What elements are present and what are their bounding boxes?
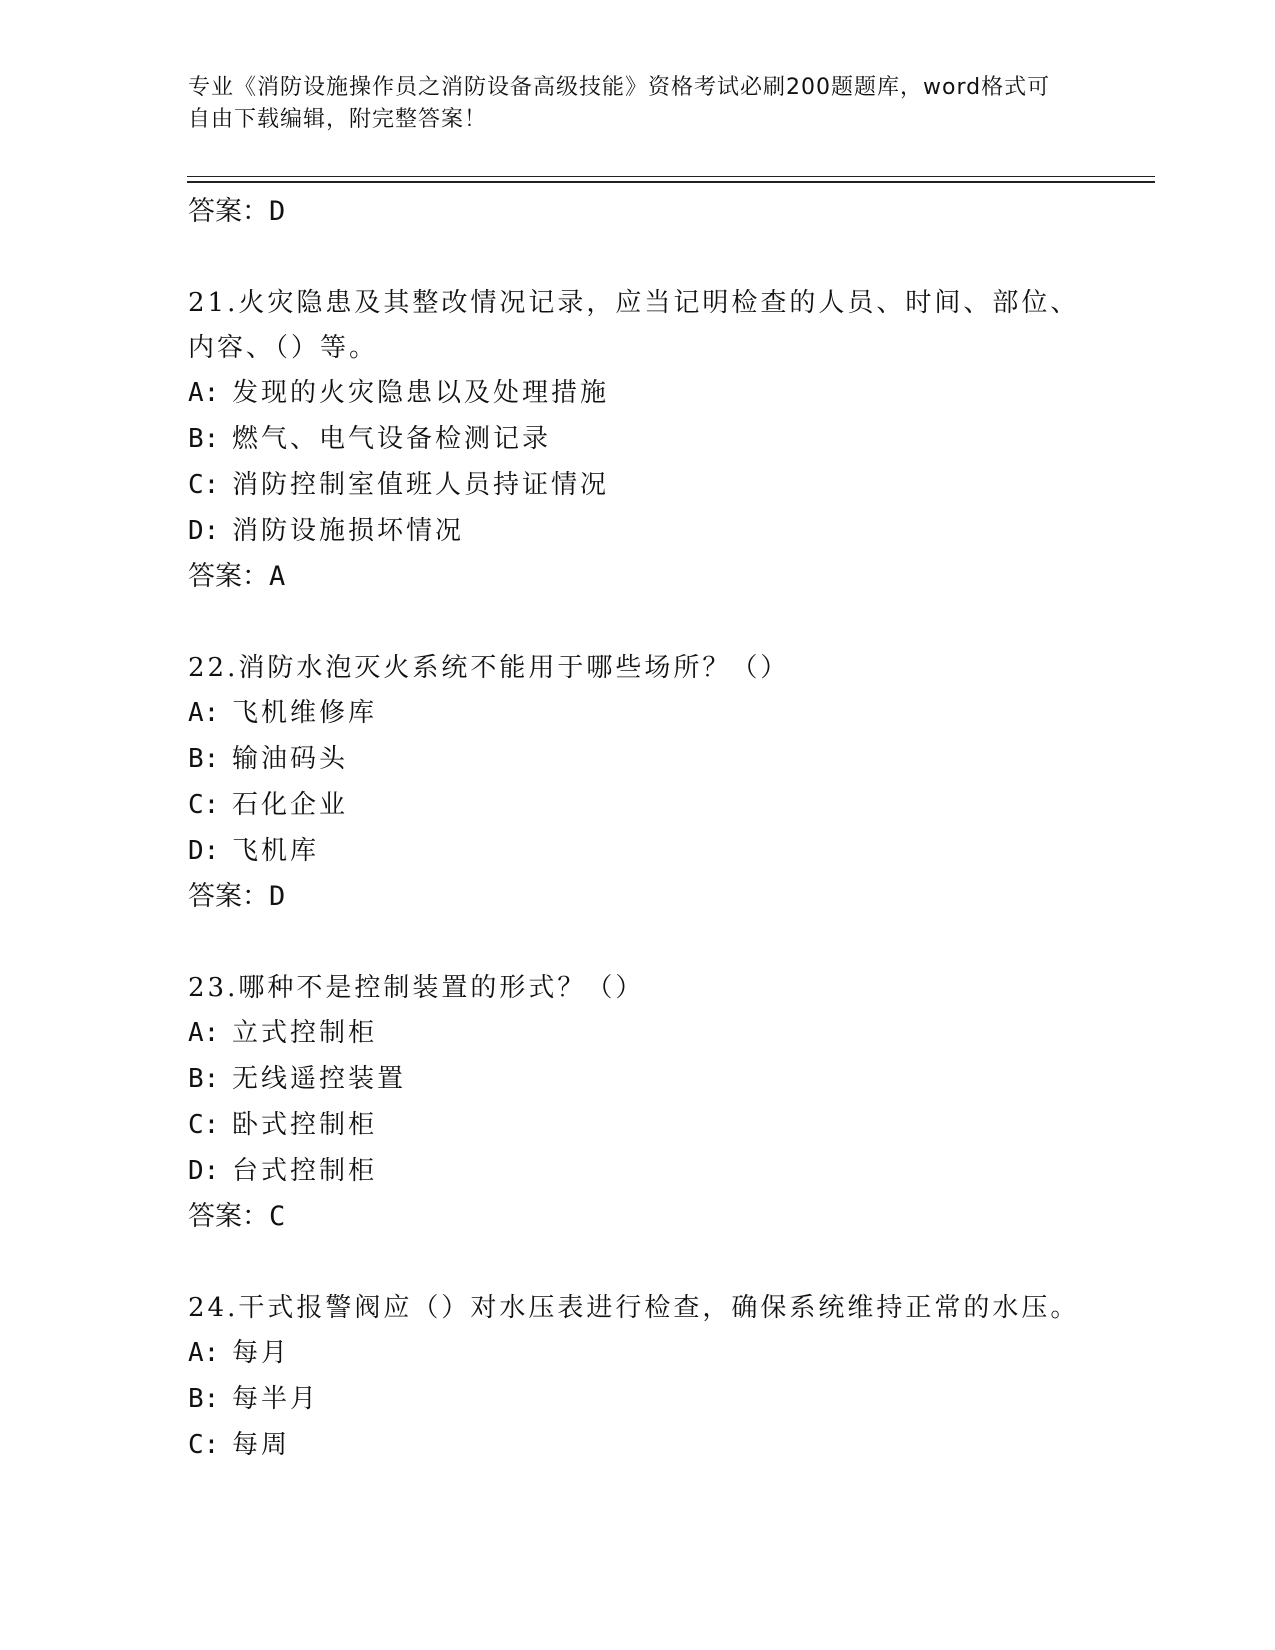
option-line [188, 829, 1088, 875]
option-line [188, 1103, 1088, 1149]
option-line [188, 1011, 1088, 1057]
option-text: 卧式控制柜 [232, 1110, 378, 1140]
option-text: 燃气、电气设备检测记录 [232, 424, 552, 454]
answer-label: 答案： [188, 561, 269, 592]
option-text: 每周 [232, 1430, 291, 1460]
answer-label: 答案： [188, 196, 269, 227]
question-list [188, 190, 1088, 1469]
option-key: B: [188, 744, 220, 774]
answer-line [188, 875, 1088, 919]
option-text: 每月 [232, 1338, 291, 1368]
question-spacer [188, 234, 1088, 281]
answer-value: D [269, 881, 286, 912]
option-text: 台式控制柜 [232, 1156, 378, 1186]
option-key: C: [188, 1430, 220, 1460]
option-line [188, 1057, 1088, 1103]
question-spacer [188, 919, 1088, 966]
question-stem: 22.消防水泡灭火系统不能用于哪些场所？（） [188, 653, 790, 683]
option-key: C: [188, 790, 220, 820]
option-line [188, 737, 1088, 783]
option-key: A: [188, 698, 220, 728]
answer-label: 答案： [188, 1201, 269, 1232]
option-text: 每半月 [232, 1384, 320, 1414]
option-line [188, 1331, 1088, 1377]
option-text: 石化企业 [232, 790, 349, 820]
option-line [188, 371, 1088, 417]
option-line [188, 463, 1088, 509]
option-text: 无线遥控装置 [232, 1064, 407, 1094]
option-line [188, 509, 1088, 555]
answer-value: D [269, 196, 286, 227]
answer-line [188, 555, 1088, 599]
option-key: B: [188, 1064, 220, 1094]
option-line [188, 417, 1088, 463]
question-spacer [188, 1239, 1088, 1286]
question-stem: 21.火灾隐患及其整改情况记录，应当记明检查的人员、时间、部位、内容、（）等。 [188, 288, 1080, 363]
option-line [188, 691, 1088, 737]
option-text: 飞机维修库 [232, 698, 378, 728]
option-line [188, 1423, 1088, 1469]
option-key: A: [188, 1018, 220, 1048]
option-text: 输油码头 [232, 744, 349, 774]
question-block [188, 1286, 1088, 1469]
option-text: 飞机库 [232, 836, 320, 866]
option-key: A: [188, 378, 220, 408]
option-key: C: [188, 1110, 220, 1140]
answer-line [188, 190, 1088, 234]
question-spacer [188, 599, 1088, 646]
option-key: B: [188, 424, 220, 454]
option-text: 发现的火灾隐患以及处理措施 [232, 378, 610, 408]
option-text: 消防设施损坏情况 [232, 516, 465, 546]
option-key: D: [188, 516, 220, 546]
option-key: D: [188, 836, 220, 866]
header-rule-thick [187, 181, 1155, 183]
answer-value: A [269, 561, 286, 592]
option-line [188, 1149, 1088, 1195]
option-line [188, 1377, 1088, 1423]
question-block [188, 646, 1088, 919]
header-rule-thin [187, 176, 1155, 177]
option-key: B: [188, 1384, 220, 1414]
answer-label: 答案： [188, 881, 269, 912]
option-key: D: [188, 1156, 220, 1186]
option-key: A: [188, 1338, 220, 1368]
option-key: C: [188, 470, 220, 500]
option-text: 消防控制室值班人员持证情况 [232, 470, 610, 500]
question-stem: 24.干式报警阀应（）对水压表进行检查，确保系统维持正常的水压。 [188, 1293, 1080, 1323]
option-line [188, 783, 1088, 829]
option-text: 立式控制柜 [232, 1018, 378, 1048]
question-block [188, 966, 1088, 1239]
answer-value: C [269, 1201, 286, 1232]
answer-line [188, 1195, 1088, 1239]
document-header: 专业《消防设施操作员之消防设备高级技能》资格考试必刷200题题库，word格式可自由下载编辑，附完整答案！ [188, 75, 1051, 132]
question-block [188, 281, 1088, 599]
question-stem: 23.哪种不是控制装置的形式？（） [188, 973, 645, 1003]
